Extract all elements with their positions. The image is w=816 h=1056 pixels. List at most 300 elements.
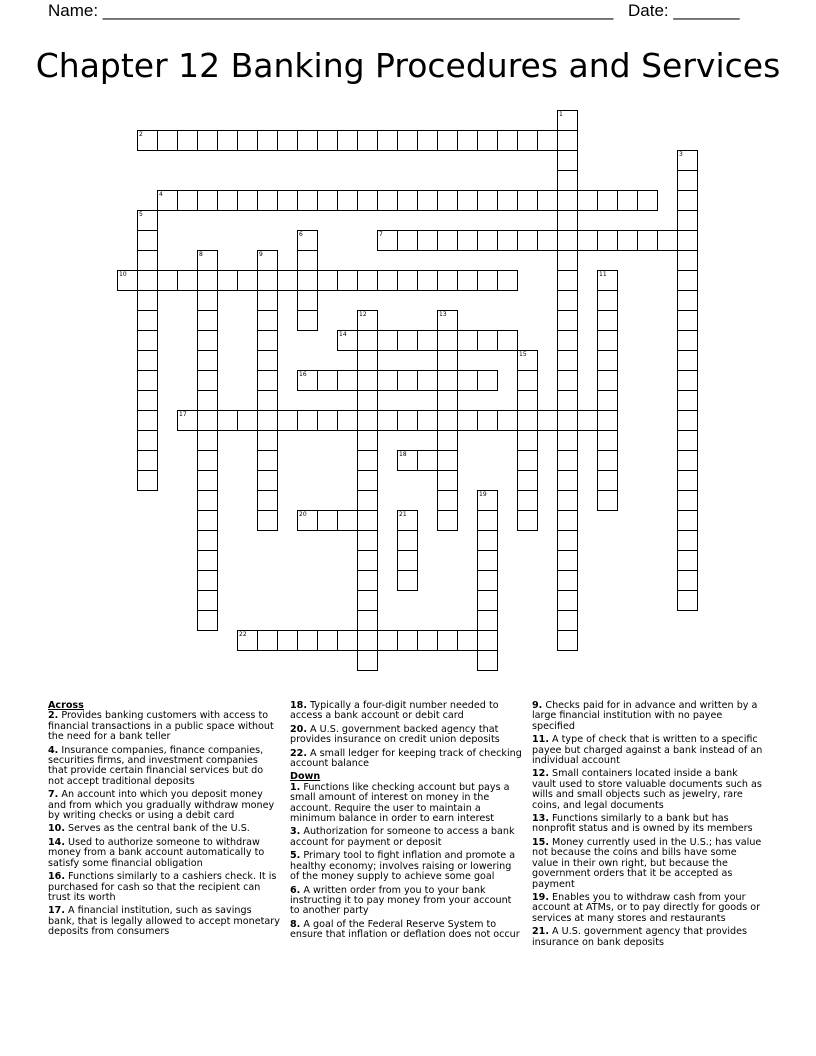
grid-cell[interactable] <box>257 450 278 471</box>
grid-cell[interactable] <box>357 590 378 611</box>
date-field-label[interactable]: Date: _______ <box>628 1 740 20</box>
grid-cell[interactable] <box>317 190 338 211</box>
grid-cell[interactable] <box>557 390 578 411</box>
grid-cell[interactable] <box>417 130 438 151</box>
grid-cell[interactable] <box>577 230 598 251</box>
grid-cell[interactable] <box>317 370 338 391</box>
clue-number: 4 <box>159 191 163 198</box>
grid-cell[interactable] <box>137 210 158 231</box>
grid-cell[interactable] <box>557 210 578 231</box>
grid-cell[interactable] <box>357 330 378 351</box>
grid-cell[interactable] <box>377 370 398 391</box>
grid-cell[interactable] <box>437 410 458 431</box>
grid-cell[interactable] <box>197 290 218 311</box>
grid-cell[interactable] <box>377 130 398 151</box>
grid-cell[interactable] <box>597 390 618 411</box>
grid-cell[interactable] <box>357 530 378 551</box>
grid-cell[interactable] <box>157 190 178 211</box>
grid-cell[interactable] <box>437 370 458 391</box>
grid-cell[interactable] <box>617 190 638 211</box>
grid-cell[interactable] <box>437 390 458 411</box>
grid-cell[interactable] <box>417 630 438 651</box>
grid-cell[interactable] <box>277 190 298 211</box>
grid-cell[interactable] <box>477 330 498 351</box>
grid-cell[interactable] <box>477 630 498 651</box>
grid-cell[interactable] <box>597 470 618 491</box>
grid-cell[interactable] <box>357 450 378 471</box>
grid-cell[interactable] <box>397 270 418 291</box>
grid-cell[interactable] <box>517 350 538 371</box>
grid-cell[interactable] <box>517 130 538 151</box>
grid-cell[interactable] <box>337 130 358 151</box>
grid-cell[interactable] <box>437 270 458 291</box>
grid-cell[interactable] <box>377 330 398 351</box>
grid-cell[interactable] <box>597 490 618 511</box>
grid-cell[interactable] <box>637 190 658 211</box>
grid-cell[interactable] <box>557 510 578 531</box>
grid-cell[interactable] <box>557 370 578 391</box>
grid-cell[interactable] <box>457 330 478 351</box>
grid-cell[interactable] <box>197 450 218 471</box>
grid-cell[interactable] <box>357 470 378 491</box>
grid-cell[interactable] <box>297 190 318 211</box>
grid-cell[interactable] <box>677 310 698 331</box>
grid-cell[interactable] <box>677 510 698 531</box>
grid-cell[interactable] <box>477 510 498 531</box>
grid-cell[interactable] <box>557 190 578 211</box>
grid-cell[interactable] <box>257 630 278 651</box>
grid-cell[interactable] <box>177 190 198 211</box>
grid-cell[interactable] <box>557 130 578 151</box>
grid-cell[interactable] <box>497 130 518 151</box>
grid-cell[interactable] <box>137 430 158 451</box>
grid-cell[interactable] <box>437 630 458 651</box>
grid-cell[interactable] <box>357 570 378 591</box>
grid-cell[interactable] <box>297 310 318 331</box>
grid-cell[interactable] <box>197 430 218 451</box>
grid-cell[interactable] <box>257 410 278 431</box>
grid-cell[interactable] <box>137 350 158 371</box>
grid-cell[interactable] <box>137 390 158 411</box>
grid-cell[interactable] <box>337 410 358 431</box>
grid-cell[interactable] <box>237 630 258 651</box>
grid-cell[interactable] <box>437 430 458 451</box>
grid-cell[interactable] <box>677 570 698 591</box>
grid-cell[interactable] <box>357 270 378 291</box>
grid-cell[interactable] <box>397 130 418 151</box>
grid-cell[interactable] <box>157 130 178 151</box>
grid-cell[interactable] <box>377 190 398 211</box>
grid-cell[interactable] <box>257 290 278 311</box>
grid-cell[interactable] <box>477 570 498 591</box>
grid-cell[interactable] <box>337 190 358 211</box>
grid-cell[interactable] <box>677 210 698 231</box>
grid-cell[interactable] <box>557 470 578 491</box>
grid-cell[interactable] <box>677 490 698 511</box>
grid-cell[interactable] <box>557 110 578 131</box>
grid-cell[interactable] <box>377 630 398 651</box>
grid-cell[interactable] <box>357 630 378 651</box>
down-clue <box>532 893 764 924</box>
grid-cell[interactable] <box>517 410 538 431</box>
grid-cell[interactable] <box>277 410 298 431</box>
grid-cell[interactable] <box>137 270 158 291</box>
grid-cell[interactable] <box>517 470 538 491</box>
grid-cell[interactable] <box>317 270 338 291</box>
grid-cell[interactable] <box>397 630 418 651</box>
grid-cell[interactable] <box>497 270 518 291</box>
grid-cell[interactable] <box>237 410 258 431</box>
grid-cell[interactable] <box>657 230 678 251</box>
grid-cell[interactable] <box>137 130 158 151</box>
grid-cell[interactable] <box>197 270 218 291</box>
grid-cell[interactable] <box>197 250 218 271</box>
grid-cell[interactable] <box>257 470 278 491</box>
grid-cell[interactable] <box>317 510 338 531</box>
grid-cell[interactable] <box>137 230 158 251</box>
clue-number: 11 <box>599 271 607 278</box>
grid-cell[interactable] <box>197 610 218 631</box>
grid-cell[interactable] <box>417 410 438 431</box>
grid-cell[interactable] <box>257 370 278 391</box>
grid-cell[interactable] <box>557 610 578 631</box>
grid-cell[interactable] <box>557 270 578 291</box>
grid-cell[interactable] <box>297 230 318 251</box>
grid-cell[interactable] <box>437 470 458 491</box>
grid-cell[interactable] <box>397 450 418 471</box>
grid-cell[interactable] <box>537 130 558 151</box>
grid-cell[interactable] <box>277 130 298 151</box>
grid-cell[interactable] <box>477 610 498 631</box>
grid-cell[interactable] <box>497 190 518 211</box>
grid-cell[interactable] <box>257 490 278 511</box>
grid-cell[interactable] <box>197 130 218 151</box>
grid-cell[interactable] <box>437 310 458 331</box>
grid-cell[interactable] <box>557 550 578 571</box>
grid-cell[interactable] <box>617 230 638 251</box>
grid-cell[interactable] <box>517 230 538 251</box>
grid-cell[interactable] <box>677 450 698 471</box>
grid-cell[interactable] <box>197 570 218 591</box>
grid-cell[interactable] <box>197 390 218 411</box>
grid-cell[interactable] <box>557 350 578 371</box>
grid-cell[interactable] <box>217 410 238 431</box>
grid-cell[interactable] <box>437 350 458 371</box>
grid-cell[interactable] <box>357 190 378 211</box>
grid-cell[interactable] <box>197 410 218 431</box>
down-clue <box>290 783 522 825</box>
grid-cell[interactable] <box>297 630 318 651</box>
grid-cell[interactable] <box>597 430 618 451</box>
grid-cell[interactable] <box>677 330 698 351</box>
grid-cell[interactable] <box>337 630 358 651</box>
grid-cell[interactable] <box>637 230 658 251</box>
grid-cell[interactable] <box>557 170 578 191</box>
grid-cell[interactable] <box>677 590 698 611</box>
grid-cell[interactable] <box>217 190 238 211</box>
grid-cell[interactable] <box>677 430 698 451</box>
grid-cell[interactable] <box>517 370 538 391</box>
grid-cell[interactable] <box>257 250 278 271</box>
grid-cell[interactable] <box>297 510 318 531</box>
grid-cell[interactable] <box>597 290 618 311</box>
grid-cell[interactable] <box>597 410 618 431</box>
grid-cell[interactable] <box>317 130 338 151</box>
grid-cell[interactable] <box>357 550 378 571</box>
grid-cell[interactable] <box>137 370 158 391</box>
grid-cell[interactable] <box>397 230 418 251</box>
grid-cell[interactable] <box>437 510 458 531</box>
grid-cell[interactable] <box>557 230 578 251</box>
grid-cell[interactable] <box>137 450 158 471</box>
grid-cell[interactable] <box>557 410 578 431</box>
grid-cell[interactable] <box>357 610 378 631</box>
grid-cell[interactable] <box>517 390 538 411</box>
grid-cell[interactable] <box>517 430 538 451</box>
grid-cell[interactable] <box>397 190 418 211</box>
clue-number: 14. <box>48 836 65 848</box>
grid-cell[interactable] <box>297 290 318 311</box>
grid-cell[interactable] <box>597 190 618 211</box>
grid-cell[interactable] <box>197 370 218 391</box>
grid-cell[interactable] <box>257 510 278 531</box>
grid-cell[interactable] <box>457 270 478 291</box>
grid-cell[interactable] <box>377 270 398 291</box>
grid-cell[interactable] <box>257 130 278 151</box>
grid-cell[interactable] <box>397 370 418 391</box>
grid-cell[interactable] <box>257 430 278 451</box>
grid-cell[interactable] <box>217 270 238 291</box>
grid-cell[interactable] <box>597 310 618 331</box>
grid-cell[interactable] <box>677 530 698 551</box>
grid-cell[interactable] <box>677 370 698 391</box>
grid-cell[interactable] <box>557 490 578 511</box>
grid-cell[interactable] <box>257 330 278 351</box>
grid-cell[interactable] <box>297 130 318 151</box>
across-clue <box>290 749 522 770</box>
grid-cell[interactable] <box>577 410 598 431</box>
grid-cell[interactable] <box>557 630 578 651</box>
grid-cell[interactable] <box>137 470 158 491</box>
grid-cell[interactable] <box>197 530 218 551</box>
grid-cell[interactable] <box>677 550 698 571</box>
grid-cell[interactable] <box>137 330 158 351</box>
grid-cell[interactable] <box>517 190 538 211</box>
grid-cell[interactable] <box>357 130 378 151</box>
grid-cell[interactable] <box>517 450 538 471</box>
grid-cell[interactable] <box>457 190 478 211</box>
grid-cell[interactable] <box>237 190 258 211</box>
grid-cell[interactable] <box>677 170 698 191</box>
grid-cell[interactable] <box>417 450 438 471</box>
grid-cell[interactable] <box>377 410 398 431</box>
grid-cell[interactable] <box>297 250 318 271</box>
grid-cell[interactable] <box>557 150 578 171</box>
grid-cell[interactable] <box>477 650 498 671</box>
grid-cell[interactable] <box>377 230 398 251</box>
grid-cell[interactable] <box>497 230 518 251</box>
grid-cell[interactable] <box>397 530 418 551</box>
grid-cell[interactable] <box>557 430 578 451</box>
grid-cell[interactable] <box>217 130 238 151</box>
grid-cell[interactable] <box>297 270 318 291</box>
grid-cell[interactable] <box>357 490 378 511</box>
grid-cell[interactable] <box>677 270 698 291</box>
grid-cell[interactable] <box>297 410 318 431</box>
grid-cell[interactable] <box>537 410 558 431</box>
grid-cell[interactable] <box>237 130 258 151</box>
grid-cell[interactable] <box>197 590 218 611</box>
grid-cell[interactable] <box>557 250 578 271</box>
grid-cell[interactable] <box>437 130 458 151</box>
grid-cell[interactable] <box>477 190 498 211</box>
grid-cell[interactable] <box>357 650 378 671</box>
grid-cell[interactable] <box>137 310 158 331</box>
grid-cell[interactable] <box>257 270 278 291</box>
grid-cell[interactable] <box>357 370 378 391</box>
grid-cell[interactable] <box>357 410 378 431</box>
grid-cell[interactable] <box>337 270 358 291</box>
grid-cell[interactable] <box>457 230 478 251</box>
grid-cell[interactable] <box>197 330 218 351</box>
grid-cell[interactable] <box>477 550 498 571</box>
grid-cell[interactable] <box>277 270 298 291</box>
grid-cell[interactable] <box>417 230 438 251</box>
grid-cell[interactable] <box>437 490 458 511</box>
grid-cell[interactable] <box>397 510 418 531</box>
grid-cell[interactable] <box>557 530 578 551</box>
clue-number: 9. <box>532 700 543 711</box>
grid-cell[interactable] <box>417 190 438 211</box>
grid-cell[interactable] <box>157 270 178 291</box>
grid-cell[interactable] <box>397 330 418 351</box>
grid-cell[interactable] <box>457 130 478 151</box>
grid-cell[interactable] <box>537 230 558 251</box>
grid-cell[interactable] <box>357 510 378 531</box>
down-heading: Down <box>290 771 321 783</box>
grid-cell[interactable] <box>137 250 158 271</box>
grid-cell[interactable] <box>137 290 158 311</box>
grid-cell[interactable] <box>277 630 298 651</box>
grid-cell[interactable] <box>257 190 278 211</box>
across-clue <box>48 790 280 821</box>
across-clue <box>48 746 280 788</box>
grid-cell[interactable] <box>197 470 218 491</box>
grid-cell[interactable] <box>477 130 498 151</box>
grid-cell[interactable] <box>257 310 278 331</box>
grid-cell[interactable] <box>397 570 418 591</box>
grid-cell[interactable] <box>357 430 378 451</box>
grid-cell[interactable] <box>517 510 538 531</box>
grid-cell[interactable] <box>597 450 618 471</box>
grid-cell[interactable] <box>197 350 218 371</box>
grid-cell[interactable] <box>357 310 378 331</box>
grid-cell[interactable] <box>457 370 478 391</box>
grid-cell[interactable] <box>557 290 578 311</box>
grid-cell[interactable] <box>297 370 318 391</box>
grid-cell[interactable] <box>257 350 278 371</box>
name-field-label[interactable]: Name: ______________________________________________________ <box>48 1 614 20</box>
grid-cell[interactable] <box>477 590 498 611</box>
grid-cell[interactable] <box>197 310 218 331</box>
grid-cell[interactable] <box>177 270 198 291</box>
grid-cell[interactable] <box>457 630 478 651</box>
grid-cell[interactable] <box>477 230 498 251</box>
grid-cell[interactable] <box>457 410 478 431</box>
grid-cell[interactable] <box>677 250 698 271</box>
grid-cell[interactable] <box>437 450 458 471</box>
grid-cell[interactable] <box>677 470 698 491</box>
grid-cell[interactable] <box>597 350 618 371</box>
grid-cell[interactable] <box>197 510 218 531</box>
grid-cell[interactable] <box>437 190 458 211</box>
grid-cell[interactable] <box>137 410 158 431</box>
grid-cell[interactable] <box>437 230 458 251</box>
clue-number: 18 <box>399 451 407 458</box>
grid-cell[interactable] <box>337 330 358 351</box>
grid-cell[interactable] <box>477 490 498 511</box>
grid-cell[interactable] <box>677 290 698 311</box>
clue-text: Money currently used in the U.S.; has value not because the coins and bills have some value in their own right, but because the government orders that it be accepted as payment <box>532 836 762 890</box>
grid-cell[interactable] <box>317 410 338 431</box>
grid-cell[interactable] <box>237 270 258 291</box>
grid-cell[interactable] <box>537 190 558 211</box>
grid-cell[interactable] <box>517 490 538 511</box>
grid-cell[interactable] <box>577 190 598 211</box>
grid-cell[interactable] <box>557 330 578 351</box>
grid-cell[interactable] <box>177 130 198 151</box>
grid-cell[interactable] <box>397 410 418 431</box>
grid-cell[interactable] <box>557 590 578 611</box>
grid-cell[interactable] <box>417 330 438 351</box>
grid-cell[interactable] <box>677 230 698 251</box>
grid-cell[interactable] <box>677 410 698 431</box>
grid-cell[interactable] <box>597 230 618 251</box>
grid-cell[interactable] <box>477 410 498 431</box>
grid-cell[interactable] <box>477 530 498 551</box>
grid-cell[interactable] <box>197 190 218 211</box>
grid-cell[interactable] <box>677 350 698 371</box>
grid-cell[interactable] <box>357 390 378 411</box>
grid-cell[interactable] <box>357 350 378 371</box>
grid-cell[interactable] <box>337 510 358 531</box>
grid-cell[interactable] <box>477 370 498 391</box>
grid-cell[interactable] <box>677 190 698 211</box>
grid-cell[interactable] <box>597 370 618 391</box>
grid-cell[interactable] <box>677 390 698 411</box>
grid-cell[interactable] <box>197 550 218 571</box>
grid-cell[interactable] <box>497 330 518 351</box>
grid-cell[interactable] <box>337 370 358 391</box>
grid-cell[interactable] <box>177 410 198 431</box>
grid-cell[interactable] <box>557 450 578 471</box>
grid-cell[interactable] <box>397 550 418 571</box>
grid-cell[interactable] <box>257 390 278 411</box>
grid-cell[interactable] <box>597 330 618 351</box>
grid-cell[interactable] <box>417 370 438 391</box>
grid-cell[interactable] <box>557 570 578 591</box>
grid-cell[interactable] <box>677 150 698 171</box>
grid-cell[interactable] <box>417 270 438 291</box>
grid-cell[interactable] <box>497 410 518 431</box>
grid-cell[interactable] <box>597 270 618 291</box>
grid-cell[interactable] <box>557 310 578 331</box>
grid-cell[interactable] <box>317 630 338 651</box>
grid-cell[interactable] <box>477 270 498 291</box>
grid-cell[interactable] <box>197 490 218 511</box>
grid-cell[interactable] <box>117 270 138 291</box>
grid-cell[interactable] <box>437 330 458 351</box>
